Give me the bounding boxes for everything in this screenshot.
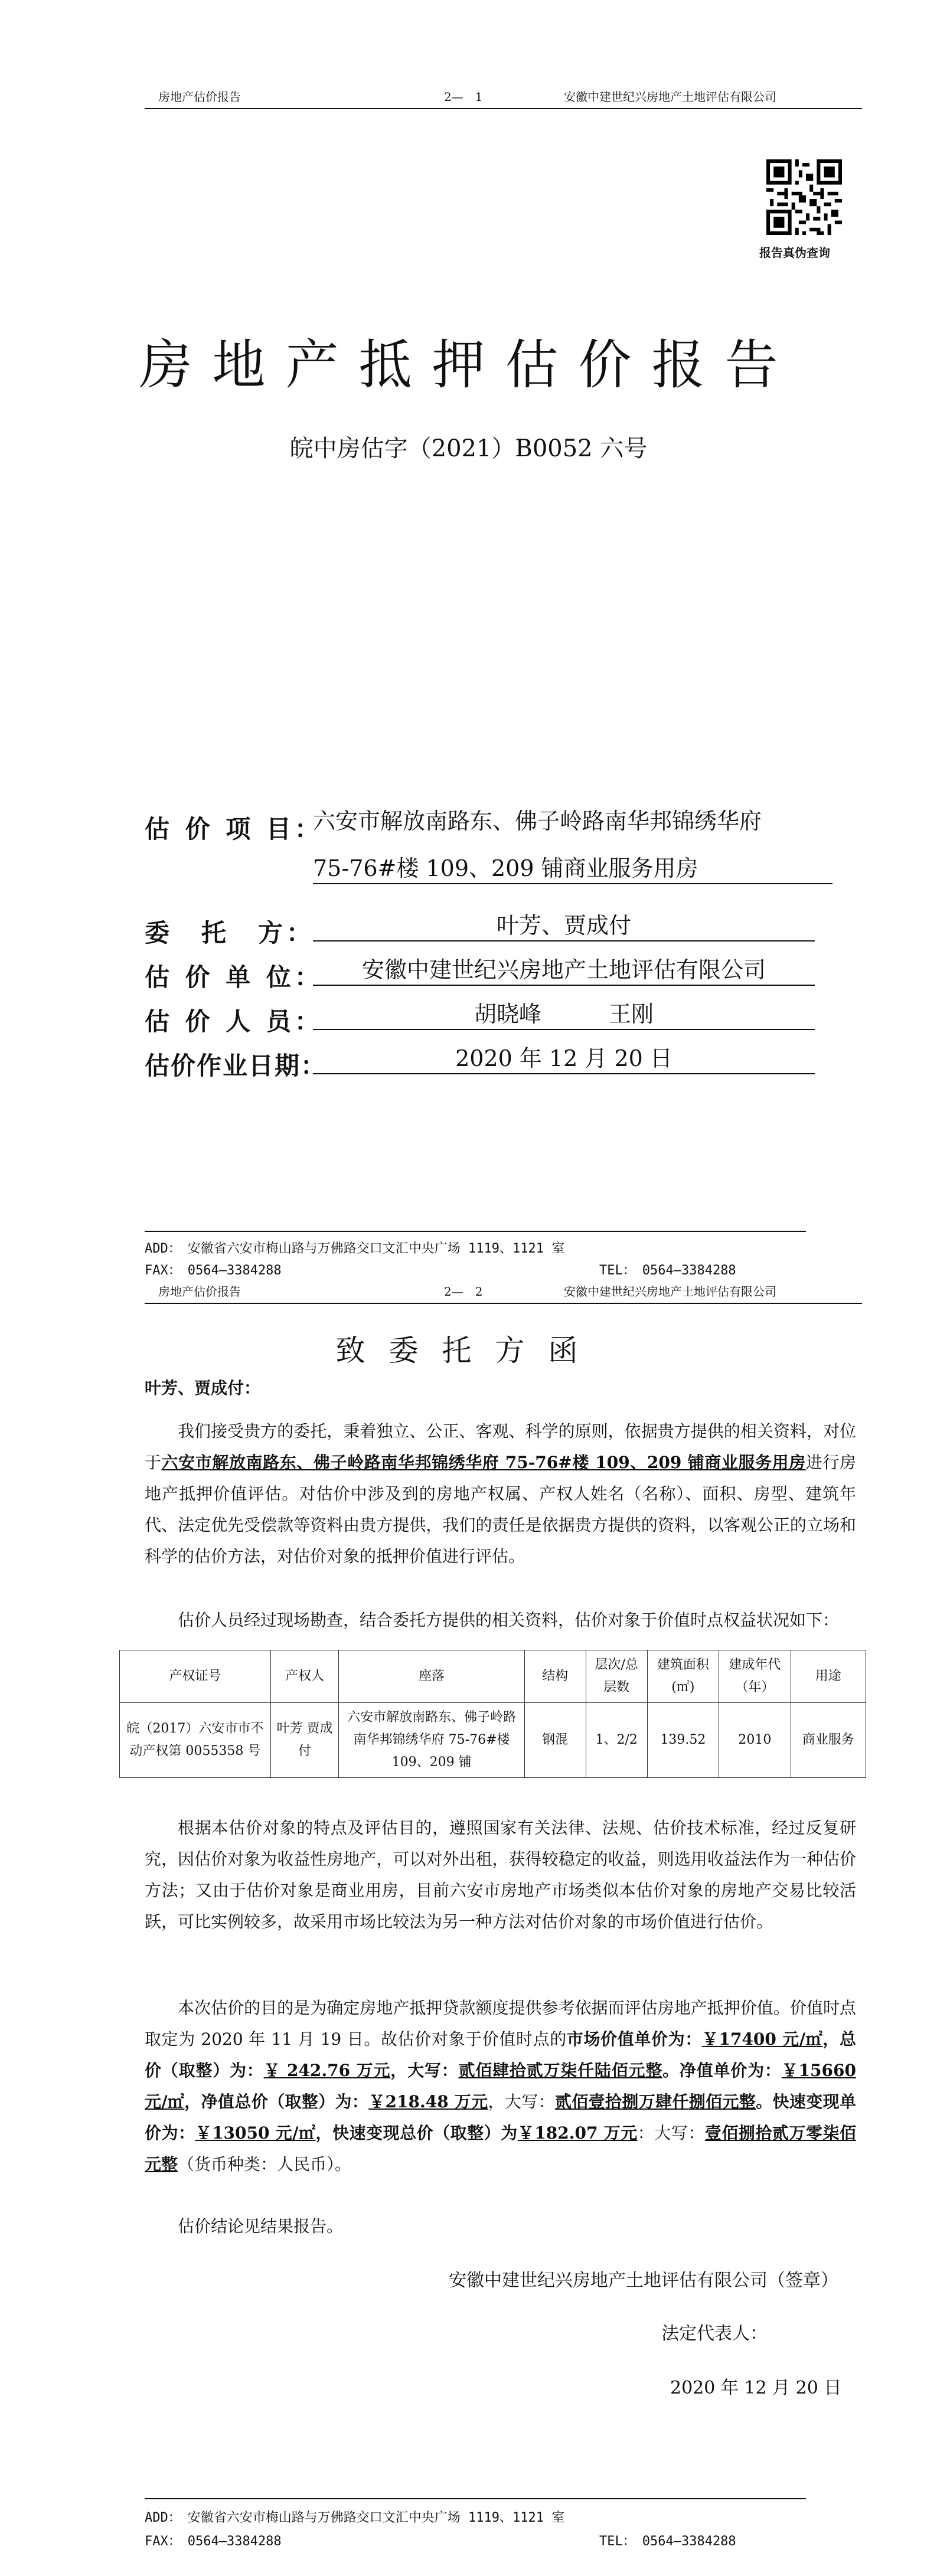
page1-header-rule: [145, 108, 862, 109]
p4-capital-2-label: ，大写：: [488, 2092, 555, 2111]
table-cell-area: 139.52: [647, 1703, 719, 1778]
table-header-structure: 结构: [524, 1650, 586, 1703]
letter-title: 致委托方函: [335, 1333, 602, 1368]
signature-company: 安徽中建世纪兴房地产土地评估有限公司（签章）: [449, 2270, 838, 2291]
p4-market-total: ￥ 242.76 万元: [263, 2061, 391, 2080]
p4-text-a: 本次估价的目的是为确定房地产抵押贷款额度提供参考依据而评估房地产抵押价值。价值时点取定为 2020 年 11 月 19 日。故估价对象于价值时点的: [145, 1998, 856, 2049]
field-label-appraiser-company: 估 价 单 位：: [145, 963, 323, 992]
field-label-client: 委 托 方：: [145, 918, 315, 947]
table-header-floor: 层次/总层数: [586, 1650, 647, 1703]
p4-quick-unit-label: 。快速变现单价为：: [145, 2092, 856, 2143]
table-header-row: [120, 1650, 866, 1703]
page2-footer-fax: FAX： 0564—3384288: [145, 2534, 282, 2549]
page1-footer-address: ADD： 安徽省六安市梅山路与万佛路交口文汇中央广场 1119、1121 室: [145, 1241, 565, 1256]
p4-capital-1: 贰佰肆拾贰万柒仟陆佰元整: [458, 2061, 663, 2080]
letter-paragraph-3: 根据本估价对象的特点及评估目的，遵照国家有关法律、法规、估价技术标准，经过反复研究，因估价对象为收益性房地产，可以对外出租，获得较稳定的收益，则选用收益法作为一种估价方法；又由于估价对象是商业用房，目前六安市房地产市场类似本估价对象的房地产交易比较活跃，可比实例较多，故采用市场比较法为另一种方法对估价对象的市场价值进行估价。: [145, 1818, 856, 1931]
table-cell-structure: 钢混: [524, 1703, 586, 1778]
p4-capital-2: 贰佰壹拾捌万肆仟捌佰元整: [554, 2092, 756, 2111]
letter-salutation: 叶芳、贾成付：: [145, 1378, 261, 1398]
page2-header-right: 安徽中建世纪兴房地产土地评估有限公司: [564, 1284, 776, 1299]
p4-capital-3: 壹佰捌拾贰万零柒佰元整: [145, 2123, 856, 2174]
field-value-appraiser-company: 安徽中建世纪兴房地产土地评估有限公司: [313, 956, 815, 986]
page2-header-page: 2— 2: [444, 1284, 483, 1299]
table-header-owner: 产权人: [270, 1650, 339, 1703]
field-label-appraisers: 估 价 人 员：: [145, 1007, 323, 1036]
table-cell-owner: 叶芳 贾成付: [270, 1703, 339, 1778]
p4-net-unit-price: ￥15660 元/㎡: [145, 2061, 856, 2111]
p1-text-c: 进行房地产抵押价值评估。对估价中涉及到的房地产权属、产权人姓名（名称）、面积、房型、建筑年代、法定优先受偿款等资料由贵方提供，我们的责任是依据贵方提供的资料，以客观公正的立场和科学的估价方法，对估价对象的抵押价值进行评估。: [145, 1453, 856, 1566]
property-rights-table: [119, 1650, 866, 1778]
table-header-year: 建成年代（年）: [719, 1650, 791, 1703]
p4-currency-note: （货币种类：人民币）。: [178, 2155, 352, 2174]
p4-net-total-label: ，净值总价（取整）为：: [184, 2092, 369, 2111]
table-cell-usage: 商业服务: [791, 1703, 866, 1778]
field-value-project-line1: 六安市解放南路东、佛子岭路南华邦锦绣华府: [313, 808, 762, 834]
p1-text-a: 我们接受贵方的委托，秉着独立、公正、客观、科学的原则，依据贵方提供的相关资料，对位于: [145, 1421, 856, 1472]
p4-market-unit-label: 市场价值单价为：: [566, 2029, 702, 2049]
report-title: 房地产抵押估价报告: [139, 334, 798, 396]
p4-net-unit-label: 。净值单价为：: [662, 2061, 782, 2080]
p4-net-total: ￥218.48 万元: [368, 2092, 488, 2111]
field-value-project-line2: 75-76#楼 109、209 铺商业服务用房: [313, 855, 832, 884]
field-value-work-date: 2020 年 12 月 20 日: [313, 1045, 815, 1074]
table-cell-cert: 皖（2017）六安市市不动产权第 0055358 号: [120, 1703, 271, 1778]
table-cell-location: 六安市解放南路东、佛子岭路南华邦锦绣华府 75-76#楼 109、209 铺: [339, 1703, 524, 1778]
signature-date: 2020 年 12 月 20 日: [670, 2378, 842, 2398]
letter-paragraph-2: 估价人员经过现场勘查，结合委托方提供的相关资料，估价对象于价值时点权益状况如下：: [178, 1610, 840, 1630]
table-header-cert: 产权证号: [120, 1650, 271, 1703]
p4-quick-total-label: ，快速变现总价（取整）为: [315, 2123, 518, 2143]
p4-quick-unit-price: ￥13050 元/㎡: [195, 2123, 316, 2143]
letter-paragraph-4: [145, 1992, 856, 2180]
table-header-location: 座落: [339, 1650, 524, 1703]
p4-market-unit-price: ￥17400 元/㎡: [701, 2029, 823, 2049]
p4-capital-3-label: ：大写：: [637, 2123, 705, 2143]
field-value-appraisers: 胡晓峰 王刚: [313, 1001, 815, 1030]
page2-header-rule: [145, 1303, 862, 1304]
p4-quick-total: ￥182.07 万元: [517, 2123, 638, 2143]
page2-footer-rule: [145, 2498, 806, 2499]
table-row: [120, 1703, 866, 1778]
qr-code-icon[interactable]: [766, 159, 842, 235]
page2-footer-address: ADD： 安徽省六安市梅山路与万佛路交口文汇中央广场 1119、1121 室: [145, 2510, 565, 2525]
page2-footer-tel: TEL： 0564—3384288: [599, 2534, 736, 2549]
field-label-project: 估 价 项 目：: [145, 815, 323, 844]
table-cell-floor: 1、2/2: [586, 1703, 647, 1778]
letter-paragraph-1: [145, 1416, 856, 1572]
p4-market-total-label: ，总价（取整）为：: [145, 2029, 856, 2080]
page1-header-right: 安徽中建世纪兴房地产土地评估有限公司: [564, 90, 776, 104]
signature-legal-rep: 法定代表人：: [661, 2323, 768, 2344]
p1-property-address: 六安市解放南路东、佛子岭路南华邦锦绣华府 75-76#楼 109、209 铺商业服务用房: [161, 1453, 806, 1472]
p4-capital-1-label: ，大写：: [390, 2061, 459, 2080]
report-number: 皖中房估字（2021）B0052 六号: [289, 435, 648, 462]
table-header-area: 建筑面积(㎡): [647, 1650, 719, 1703]
table-header-usage: 用途: [791, 1650, 866, 1703]
page1-header-page: 2— 1: [444, 90, 483, 104]
page1-footer-fax: FAX： 0564—3384288: [145, 1263, 282, 1278]
letter-paragraph-5: 估价结论见结果报告。: [178, 2217, 344, 2236]
table-cell-year: 2010: [719, 1703, 791, 1778]
qr-caption: 报告真伪查询: [759, 246, 830, 260]
field-value-client: 叶芳、贾成付: [313, 912, 815, 942]
page2-header-left: 房地产估价报告: [158, 1284, 241, 1299]
page1-footer-rule: [145, 1231, 806, 1232]
page1-header-left: 房地产估价报告: [158, 90, 241, 104]
field-label-work-date: 估价作业日期：: [145, 1051, 327, 1080]
page1-footer-tel: TEL： 0564—3384288: [599, 1263, 736, 1278]
